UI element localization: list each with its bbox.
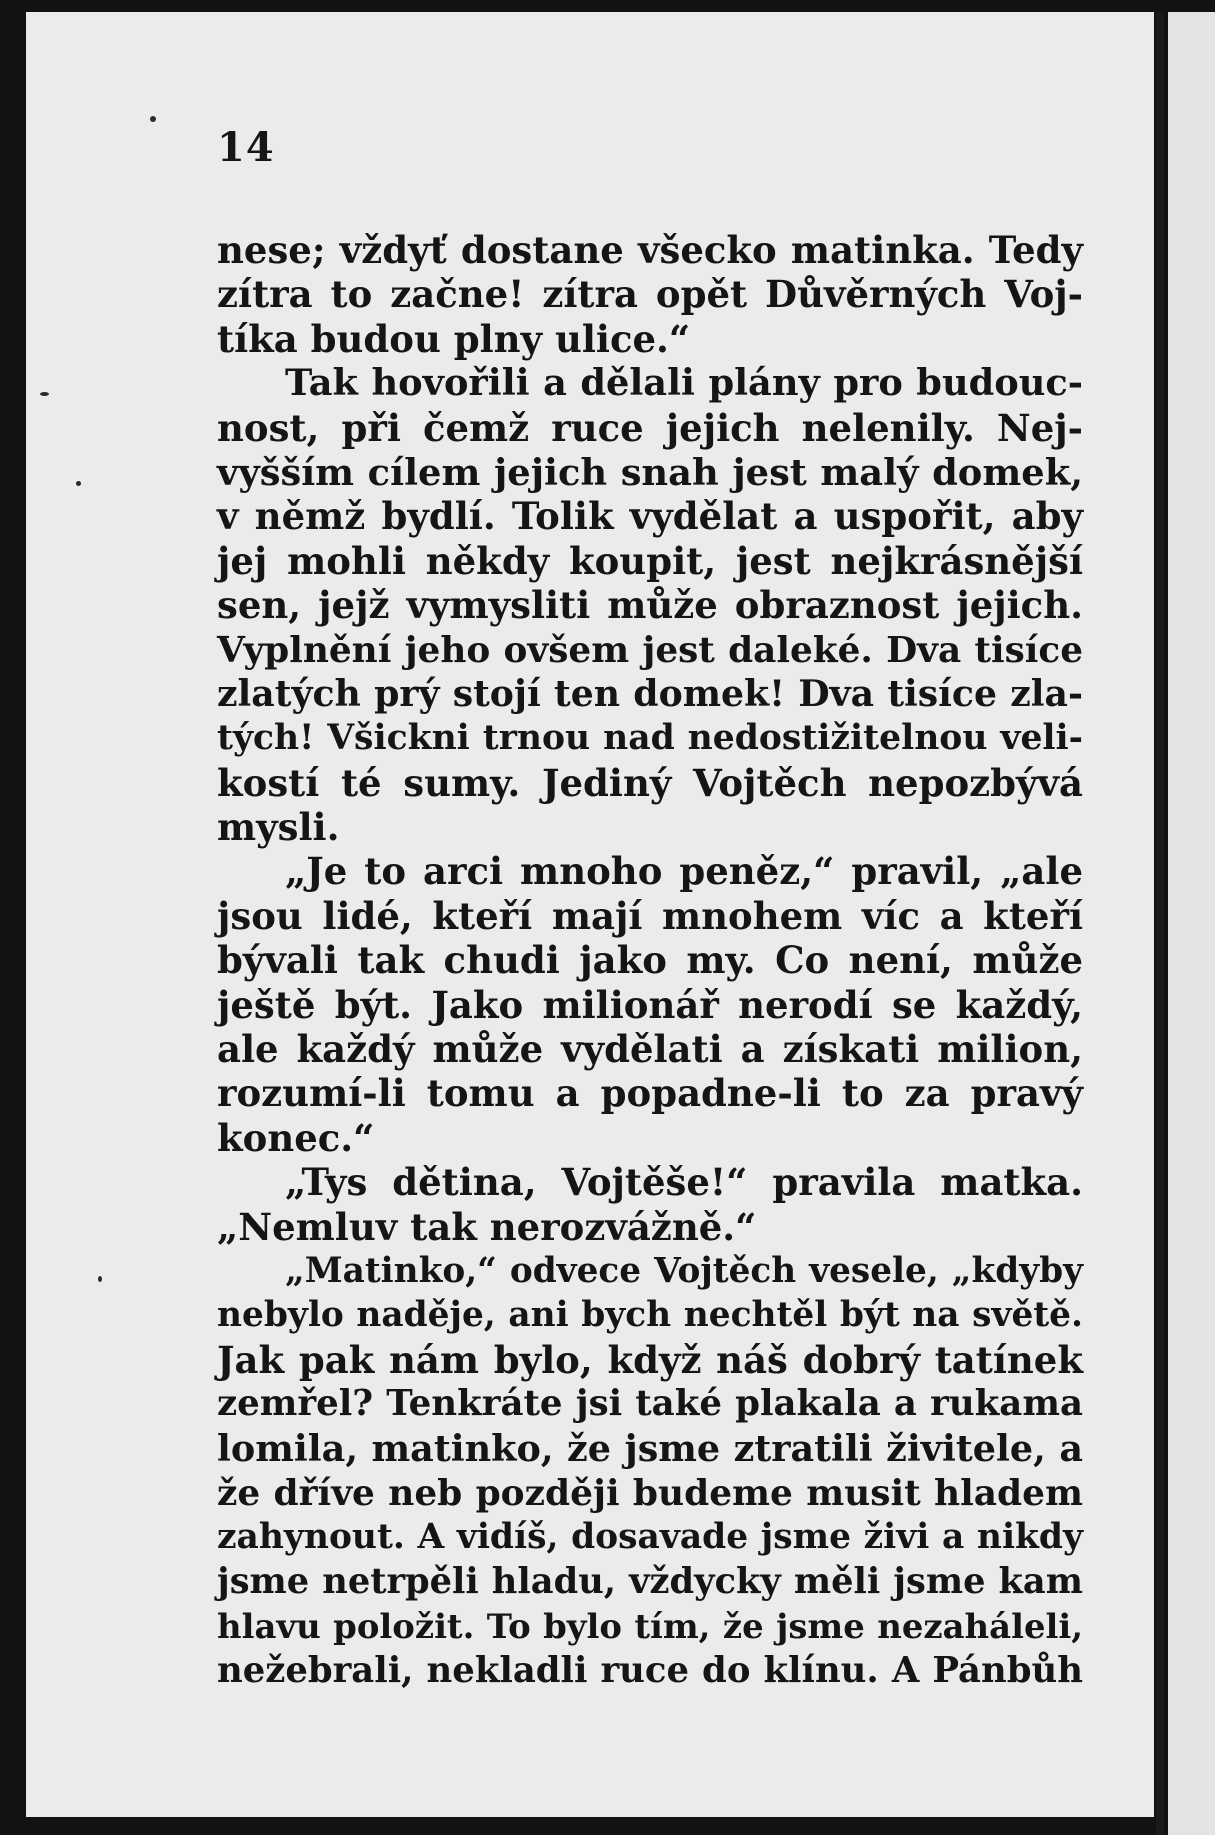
- page-gutter-shadow: [1156, 12, 1164, 1835]
- text-line: lomila, matinko, že jsme ztratili živitele, a: [217, 1426, 1083, 1470]
- adjacent-page-edge: [1168, 12, 1215, 1835]
- text-line: jej mohli někdy koupit, jest nejkrásnější: [217, 538, 1083, 583]
- text-line: bývali tak chudi jako my. Co není, může: [217, 938, 1083, 983]
- text-line: zahynout. A vidíš, dosavade jsme živi a nikdy: [217, 1517, 1083, 1558]
- text-line: „Nemluv tak nerozvážně.“: [217, 1204, 757, 1249]
- text-line: v němž bydlí. Tolik vydělat a uspořit, aby: [217, 494, 1083, 539]
- text-line: sen, jejž vymysliti může obraznost jejich.: [217, 583, 1083, 628]
- text-line: jsou lidé, kteří mají mnohem víc a kteří: [217, 893, 1083, 938]
- text-line: tíka budou plny ulice.“: [217, 316, 691, 361]
- ink-speck: [150, 116, 156, 122]
- text-line: tých! Všickni trnou nad nedostižitelnou veli-: [217, 718, 1083, 759]
- text-line: jsme netrpěli hladu, vždycky měli jsme kam: [217, 1560, 1083, 1602]
- text-line: nežebrali, nekladli ruce do klínu. A Pánbůh: [217, 1649, 1083, 1691]
- text-line: mysli.: [217, 805, 340, 850]
- text-line: vyšším cílem jejich snah jest malý domek,: [217, 449, 1083, 494]
- body-text: [217, 228, 1083, 1693]
- text-line: zemřel? Tenkráte jsi také plakala a rukama: [217, 1383, 1083, 1425]
- text-line: kostí té sumy. Jediný Vojtěch nepozbývá: [217, 760, 1083, 805]
- text-line: Vyplnění jeho ovšem jest daleké. Dva tisíce: [217, 628, 1083, 671]
- ink-speck: [40, 392, 49, 396]
- text-line: že dříve neb později budeme musit hladem: [217, 1471, 1083, 1514]
- text-line: rozumí-li tomu a popadne-li to za pravý: [217, 1071, 1083, 1116]
- ink-speck: [76, 481, 81, 486]
- text-line: ještě být. Jako milionář nerodí se každý,: [217, 982, 1083, 1027]
- text-line: „Matinko,“ odvece Vojtěch vesele, „kdyby: [285, 1250, 1083, 1291]
- text-line: zlatých prý stojí ten domek! Dva tisíce zla-: [217, 671, 1083, 715]
- ink-speck: [98, 1276, 102, 1282]
- text-line: nebylo naděje, ani bych nechtěl být na světě.: [217, 1295, 1083, 1336]
- text-line: Jak pak nám bylo, když náš dobrý tatínek: [217, 1337, 1083, 1382]
- text-line: Tak hovořili a dělali plány pro budouc-: [285, 361, 1083, 405]
- text-line: nost, při čemž ruce jejich nelenily. Nej-: [217, 405, 1083, 450]
- text-line: konec.“: [217, 1115, 375, 1160]
- page-number: 14: [217, 124, 275, 171]
- text-line: zítra to začne! zítra opět Důvěrných Voj-: [217, 272, 1083, 317]
- text-line: „Tys dětina, Vojtěše!“ pravila matka.: [285, 1160, 1083, 1205]
- text-line: ale každý může vydělati a získati milion,: [217, 1027, 1083, 1072]
- text-line: nese; vždyť dostane všecko matinka. Tedy: [217, 228, 1083, 272]
- text-line: „Je to arci mnoho peněz,“ pravil, „ale: [285, 849, 1083, 894]
- text-line: hlavu položit. To bylo tím, že jsme nezaháleli,: [217, 1606, 1083, 1647]
